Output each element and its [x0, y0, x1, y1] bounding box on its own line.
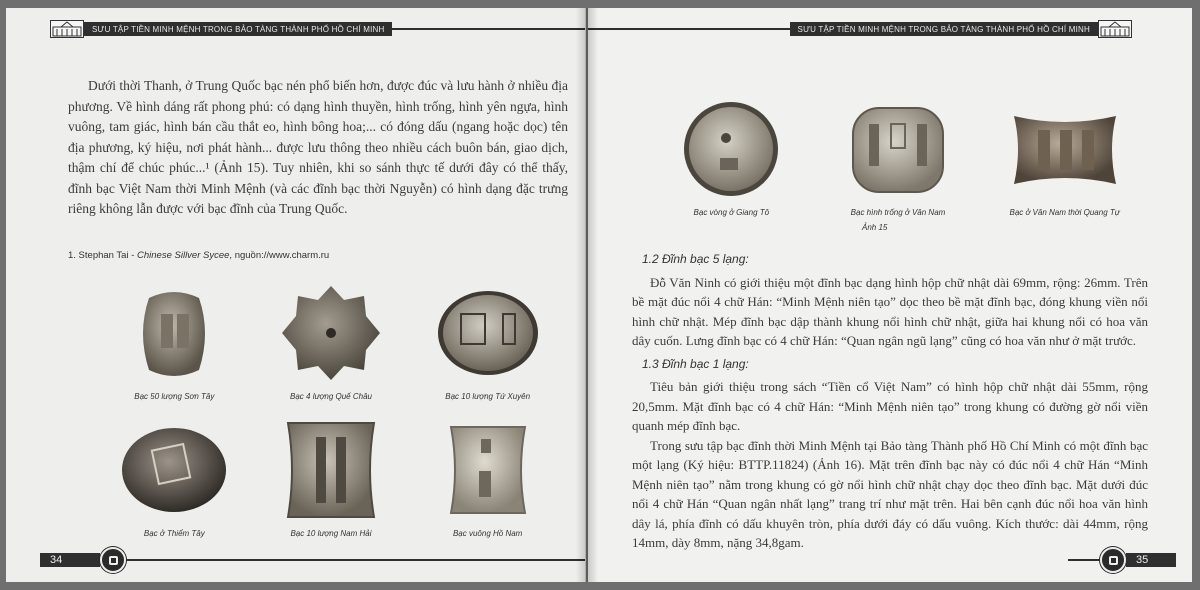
photo-caption: Bạc 10 lượng Tứ Xuyên — [445, 392, 531, 401]
photo-item — [409, 415, 566, 538]
footer-rule — [90, 553, 100, 567]
footnote — [68, 250, 329, 261]
photo-caption: Bạc vuông Hồ Nam — [452, 529, 523, 538]
footnote-prefix: 1. Stephan Tai - — [68, 250, 138, 261]
photo-item — [981, 94, 1148, 217]
photo-item — [648, 94, 815, 217]
left-footer-bar — [40, 553, 90, 567]
silver-ingot-image — [676, 94, 786, 204]
right-footer-bar — [1126, 553, 1176, 567]
book-emblem-icon — [100, 547, 126, 573]
photo-item — [409, 278, 566, 401]
silver-ingot-image — [276, 278, 386, 388]
left-footer — [40, 550, 585, 570]
section-paragraph: Tiêu bản giới thiệu trong sách “Tiền cổ Việt Nam” có hình hộp chữ nhật dài 55mm, rộng 20,5mm. Mặt đĩnh bạc có 4 chữ Hán: “Minh Mệnh niên tạo” trong khung có đường gờ nổi viền quanh mép đĩnh bạc. — [632, 379, 1148, 433]
right-text-block — [632, 246, 1148, 553]
footnote-title: Chinese Sillver Sycee — [137, 250, 230, 261]
book-emblem-icon — [1100, 547, 1126, 573]
right-header — [588, 20, 1132, 38]
silver-ingot-image — [843, 94, 953, 204]
footer-line — [126, 559, 585, 561]
left-page — [6, 8, 586, 582]
photo-item — [96, 415, 253, 538]
left-photo-grid — [96, 278, 566, 538]
photo-caption: Bạc hình trống ở Vân Nam — [850, 208, 946, 217]
photo-caption: Bạc vòng ở Giang Tô — [693, 208, 770, 217]
silver-ingot-image — [119, 415, 229, 525]
photo-caption: Bạc 50 lượng Sơn Tây — [134, 392, 215, 401]
photo-caption: Bạc 10 lượng Nam Hải — [290, 529, 372, 538]
intro-paragraph-block — [68, 76, 568, 220]
page-number: 35 — [1136, 554, 1149, 566]
photo-item — [253, 278, 410, 401]
right-photo-grid — [648, 94, 1148, 217]
section-paragraph: Trong sưu tập bạc đĩnh thời Minh Mệnh tại Bảo tàng Thành phố Hồ Chí Minh có một đĩnh bạc một lạng (Ký hiệu: BTTP.11824) (Ảnh 16). Mặt trên đĩnh bạc này có đúc nổi 4 chữ Hán “Minh Mệnh niên tạo” nằm trong khung có gờ nổi hình chữ nhật chạy dọc theo đĩnh bạc. Mặt dưới đúc nổi 4 chữ Hán “Quan ngân nhất lạng” trang trí như mặt trên. Hai bên cạnh đúc nổi hoa văn hình dây lá, phía đĩnh có dấu khuyên tròn, phía dưới đáy có dấu vuông. Kích thước: dài 44mm, rộng 14mm, dày 8mm, nặng 34,8gam. — [632, 437, 1148, 550]
silver-ingot-image — [119, 278, 229, 388]
book-gutter — [576, 8, 598, 582]
photo-caption: Bạc ở Vân Nam thời Quang Tự — [1009, 208, 1120, 217]
museum-logo-icon — [1098, 20, 1132, 38]
silver-ingot-image — [276, 415, 386, 525]
header-rule — [392, 28, 585, 30]
photo-item — [815, 94, 982, 217]
footnote-source: , nguồn://www.charm.ru — [229, 250, 330, 261]
silver-ingot-image — [433, 415, 543, 525]
section-title: 1.2 Đĩnh bạc 5 lạng: — [642, 252, 749, 266]
photo-item — [96, 278, 253, 401]
museum-logo-icon — [50, 20, 84, 38]
header-rule — [588, 28, 790, 30]
intro-paragraph: Dưới thời Thanh, ở Trung Quốc bạc nén phổ biến hơn, được đúc và lưu hành ở nhiều địa phương. Về hình dáng rất phong phú: có dạng hình thuyền, hình trống, hình yên ngựa, hình vuông, tam giác, hình bán cầu thắt eo, hình bông hoa;... có đóng dấu (ngang hoặc dọc) tên địa phương, ký hiệu, nơi phát hành... được lưu thông theo nhiều cách buôn bán, giao dịch, thậm chí để chúc phúc...¹ (Ảnh 15). Tuy nhiên, khi so sánh thực tế dưới đây có thể thấy, đĩnh bạc Việt Nam thời Minh Mệnh (và các đĩnh bạc thời Nguyễn) có hình dạng đặc trưng riêng không lẫn được với bạc đĩnh của Trung Quốc. — [68, 78, 568, 216]
section-title: 1.3 Đĩnh bạc 1 lạng: — [642, 356, 749, 371]
figure-label: Ảnh 15 — [862, 223, 888, 232]
silver-ingot-image — [1010, 94, 1120, 204]
right-page — [588, 8, 1192, 582]
right-footer — [1068, 550, 1176, 570]
silver-ingot-image — [433, 278, 543, 388]
section-paragraph: Đỗ Văn Ninh có giới thiệu một đĩnh bạc dạng hình hộp chữ nhật dài 69mm, rộng: 26mm. Trên bề mặt đúc nổi 4 chữ Hán: “Minh Mệnh niên tạo” dọc theo bề mặt đĩnh bạc, đóng khung viền nổi hình chữ nhật. Mép đĩnh bạc dập thành khung nổi hình chữ nhật, giữa hai khung nổi có hoa văn dây cuốn. Lưng đĩnh bạc có 4 chữ Hán: “Quan ngân ngũ lạng” cũng có hoa văn như ở mặt trước. — [632, 274, 1148, 348]
left-header — [50, 20, 585, 38]
header-title-bar — [84, 22, 392, 36]
header-title-bar — [790, 22, 1098, 36]
page-number: 34 — [50, 554, 63, 566]
photo-item — [253, 415, 410, 538]
photo-caption: Bạc ở Thiểm Tây — [143, 529, 205, 538]
footer-line — [1068, 559, 1100, 561]
header-title: SƯU TẬP TIỀN MINH MỆNH TRONG BẢO TÀNG THÀNH PHỐ HỒ CHÍ MINH — [797, 24, 1090, 34]
header-title: SƯU TẬP TIỀN MINH MỆNH TRONG BẢO TÀNG THÀNH PHỐ HỒ CHÍ MINH — [92, 24, 385, 34]
photo-caption: Bạc 4 lượng Quế Châu — [290, 392, 372, 401]
